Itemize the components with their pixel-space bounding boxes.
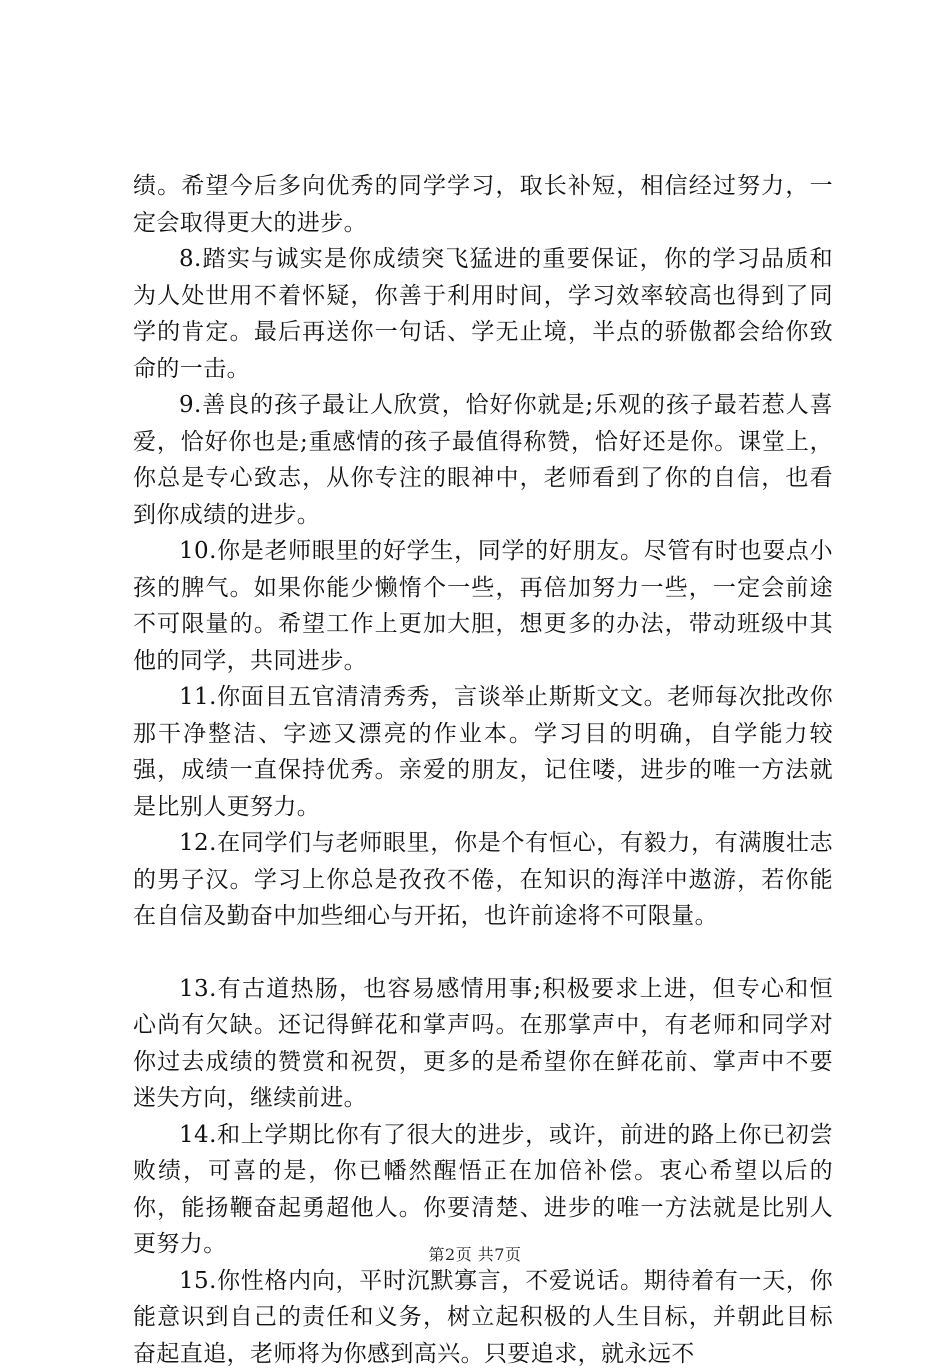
- paragraph-9: 9.善良的孩子最让人欣赏，恰好你就是;乐观的孩子最若惹人喜爱，恰好你也是;重感情的孩子最值得称赞，恰好还是你。课堂上，你总是专心致志，从你专注的眼神中，老师看到了你的自信，也看到你成绩的进步。: [133, 387, 833, 533]
- paragraph-15: 15.你性格内向，平时沉默寡言，不爱说话。期待着有一天，你能意识到自己的责任和义务，树立起积极的人生目标，并朝此目标奋起直追，老师将为你感到高兴。只要追求，就永远不: [133, 1263, 833, 1372]
- paragraph-8: 8.踏实与诚实是你成绩突飞猛进的重要保证，你的学习品质和为人处世用不着怀疑，你善于利用时间，学习效率较高也得到了同学的肯定。最后再送你一句话、学无止境，半点的骄傲都会给你致命的一击。: [133, 241, 833, 387]
- page-footer: 第2页 共7页: [0, 1242, 950, 1265]
- paragraph-11: 11.你面目五官清清秀秀，言谈举止斯斯文文。老师每次批改你那干净整洁、字迹又漂亮的作业本。学习目的明确，自学能力较强，成绩一直保持优秀。亲爱的朋友，记住喽，进步的唯一方法就是比别人更努力。: [133, 679, 833, 825]
- paragraph-13: 13.有古道热肠，也容易感情用事;积极要求上进，但专心和恒心尚有欠缺。还记得鲜花和掌声吗。在那掌声中，有老师和同学对你过去成绩的赞赏和祝贺，更多的是希望你在鲜花前、掌声中不要迷失方向，继续前进。: [133, 971, 833, 1117]
- paragraph-10: 10.你是老师眼里的好学生，同学的好朋友。尽管有时也耍点小孩的脾气。如果你能少懒惰个一些，再倍加努力一些，一定会前途不可限量的。希望工作上更加大胆，想更多的办法，带动班级中其他的同学，共同进步。: [133, 533, 833, 679]
- document-body: [133, 168, 833, 1372]
- paragraph-continuation: 绩。希望今后多向优秀的同学学习，取长补短，相信经过努力，一定会取得更大的进步。: [133, 168, 833, 241]
- paragraph-14: 14.和上学期比你有了很大的进步，或许，前进的路上你已初尝败绩，可喜的是，你已幡然醒悟正在加倍补偿。衷心希望以后的你，能扬鞭奋起勇超他人。你要清楚、进步的唯一方法就是比别人更努力。: [133, 1117, 833, 1263]
- paragraph-12: 12.在同学们与老师眼里，你是个有恒心，有毅力，有满腹壮志的男子汉。学习上你总是孜孜不倦，在知识的海洋中遨游，若你能在自信及勤奋中加些细心与开拓，也许前途将不可限量。: [133, 825, 833, 935]
